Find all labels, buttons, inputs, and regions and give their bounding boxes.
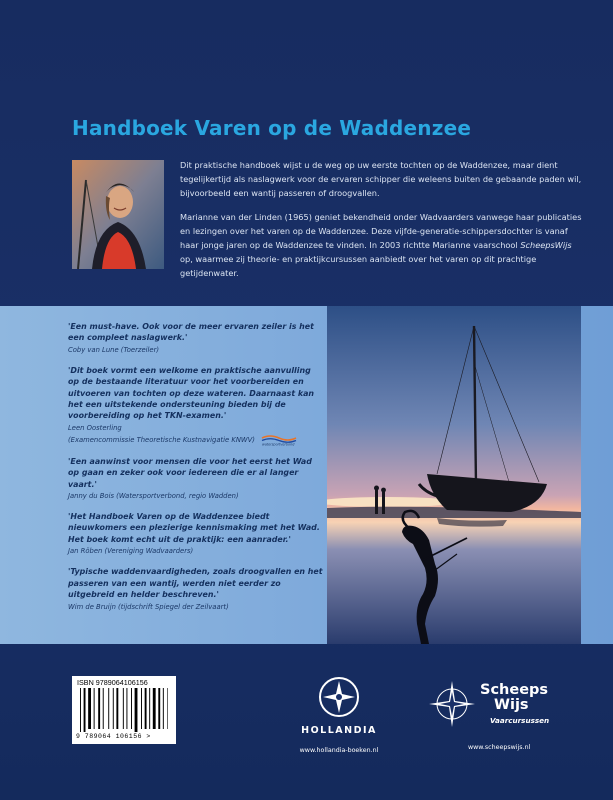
- isbn-label: ISBN 9789064106156: [77, 678, 148, 687]
- quote-text: 'Dit boek vormt een welkome en praktische aanvulling op de bestaande literatuur voor het voorbereiden en uitvoeren van tochten op deze wateren. Daarnaast kan het een uitstekende ondersteuning bieden bij de voorbereiding op het TKN-examen.': [68, 365, 315, 421]
- intro-paragraph-2-school-name: ScheepsWijs: [520, 240, 572, 251]
- compass-star-icon: [428, 680, 476, 728]
- school-name-line1: Scheeps: [480, 682, 549, 698]
- sailboat-photo: [327, 306, 581, 644]
- barcode-bar: [113, 688, 114, 729]
- watersportverbond-logo-text: watersportverbond: [261, 442, 295, 446]
- review-quote: [68, 566, 323, 611]
- quote-source: Jan Röben (Vereniging Wadvaarders): [68, 547, 194, 556]
- barcode-bar: [88, 688, 91, 729]
- barcode-bar: [126, 688, 127, 729]
- watersportverbond-logo: [261, 434, 297, 446]
- barcode-bar: [84, 688, 86, 732]
- barcode-bar: [108, 688, 109, 729]
- school-url: www.scheepswijs.nl: [468, 744, 531, 751]
- barcode-bar: [158, 688, 160, 729]
- intro-paragraph-2-end: op, waarmee zij theorie- en praktijkcursussen aanbiedt over het varen op dit prachtige getijdenwater.: [180, 254, 537, 279]
- quote-source-affiliation: [68, 434, 323, 446]
- quote-text: 'Typische waddenvaardigheden, zoals droogvallen en het passeren van een wantij, werden niet eerder zo uitgebreid en helder beschreven.': [68, 567, 323, 600]
- barcode-bar: [141, 688, 142, 729]
- intro-paragraph-1: Dit praktische handboek wijst u de weg op uw eerste tochten op de Waddenzee, maar dient tegelijkertijd als naslagwerk voor de ervaren schipper die weleens buiten de gebaande paden wil, bijvoorbeeld een wantij passeren of droogvallen.: [180, 160, 582, 199]
- review-quote: [68, 321, 323, 355]
- barcode-bar: [94, 688, 95, 729]
- school-name-line2: Wijs: [494, 697, 529, 713]
- barcode-bar: [116, 688, 118, 729]
- intro-paragraph-2-start: Marianne van der Linden (1965) geniet bekendheid onder Wadvaarders vanwege haar publicaties en lezingen over het varen op de Waddenzee. Deze vijfde-generatie-schippersdochter is vanaf haar jonge jaren op de Waddenzee te vinden. In 2003 richtte Marianne vaarschool: [180, 211, 582, 251]
- barcode-bar: [163, 688, 164, 729]
- barcode-bar: [123, 688, 124, 729]
- publisher-logo: [283, 676, 395, 754]
- barcode-bar: [135, 688, 138, 732]
- quote-source: Janny du Bois (Watersportverbond, regio Wadden): [68, 492, 239, 501]
- review-quote: [68, 511, 323, 556]
- review-quotes: [68, 321, 323, 622]
- quote-text: 'Het Handboek Varen op de Waddenzee biedt nieuwkomers een plezierige kennismaking met het Wad. Het boek komt echt uit de praktijk: een aanrader.': [68, 512, 320, 544]
- review-quote: [68, 456, 323, 501]
- compass-rose-icon: [318, 676, 360, 718]
- barcode-digits: 9 789064 106156 >: [76, 733, 151, 740]
- quote-text: 'Een aanwinst voor mensen die voor het eerst het Wad op gaan en zeker ook voor iedereen die er al langer vaart.': [68, 456, 312, 489]
- intro-text: [180, 158, 585, 290]
- quote-source: Coby van Lune (Toerzeiler): [68, 345, 160, 354]
- quote-text: 'Een must-have. Ook voor de meer ervaren zeiler is het een compleet naslagwerk.': [68, 322, 314, 343]
- quote-source: Wim de Bruijn (tijdschrift Spiegel der Zeilvaart): [68, 602, 229, 611]
- publisher-name: HOLLANDIA: [301, 725, 377, 736]
- school-tagline: Vaarcursussen: [490, 716, 550, 725]
- barcode-bar: [153, 688, 156, 729]
- review-quote: [68, 365, 323, 446]
- quote-source-affiliation-text: (Examencommissie Theoretische Kustnavigatie KNWV): [68, 435, 255, 444]
- intro-paragraph-2: [180, 210, 585, 281]
- barcode-bar: [167, 688, 168, 729]
- author-portrait: [72, 160, 164, 269]
- barcode-bar: [103, 688, 104, 729]
- isbn-barcode: [72, 676, 176, 744]
- publisher-url: www.hollandia-boeken.nl: [299, 747, 379, 754]
- barcode-bar: [131, 688, 132, 729]
- barcode-bar: [149, 688, 150, 729]
- barcode-bar: [98, 688, 100, 729]
- book-title: Handboek Varen op de Waddenzee: [72, 116, 472, 140]
- quote-source: Leen Oosterling: [68, 423, 122, 432]
- barcode-bars: [80, 688, 168, 732]
- barcode-bar: [80, 688, 81, 732]
- barcode-bar: [145, 688, 147, 729]
